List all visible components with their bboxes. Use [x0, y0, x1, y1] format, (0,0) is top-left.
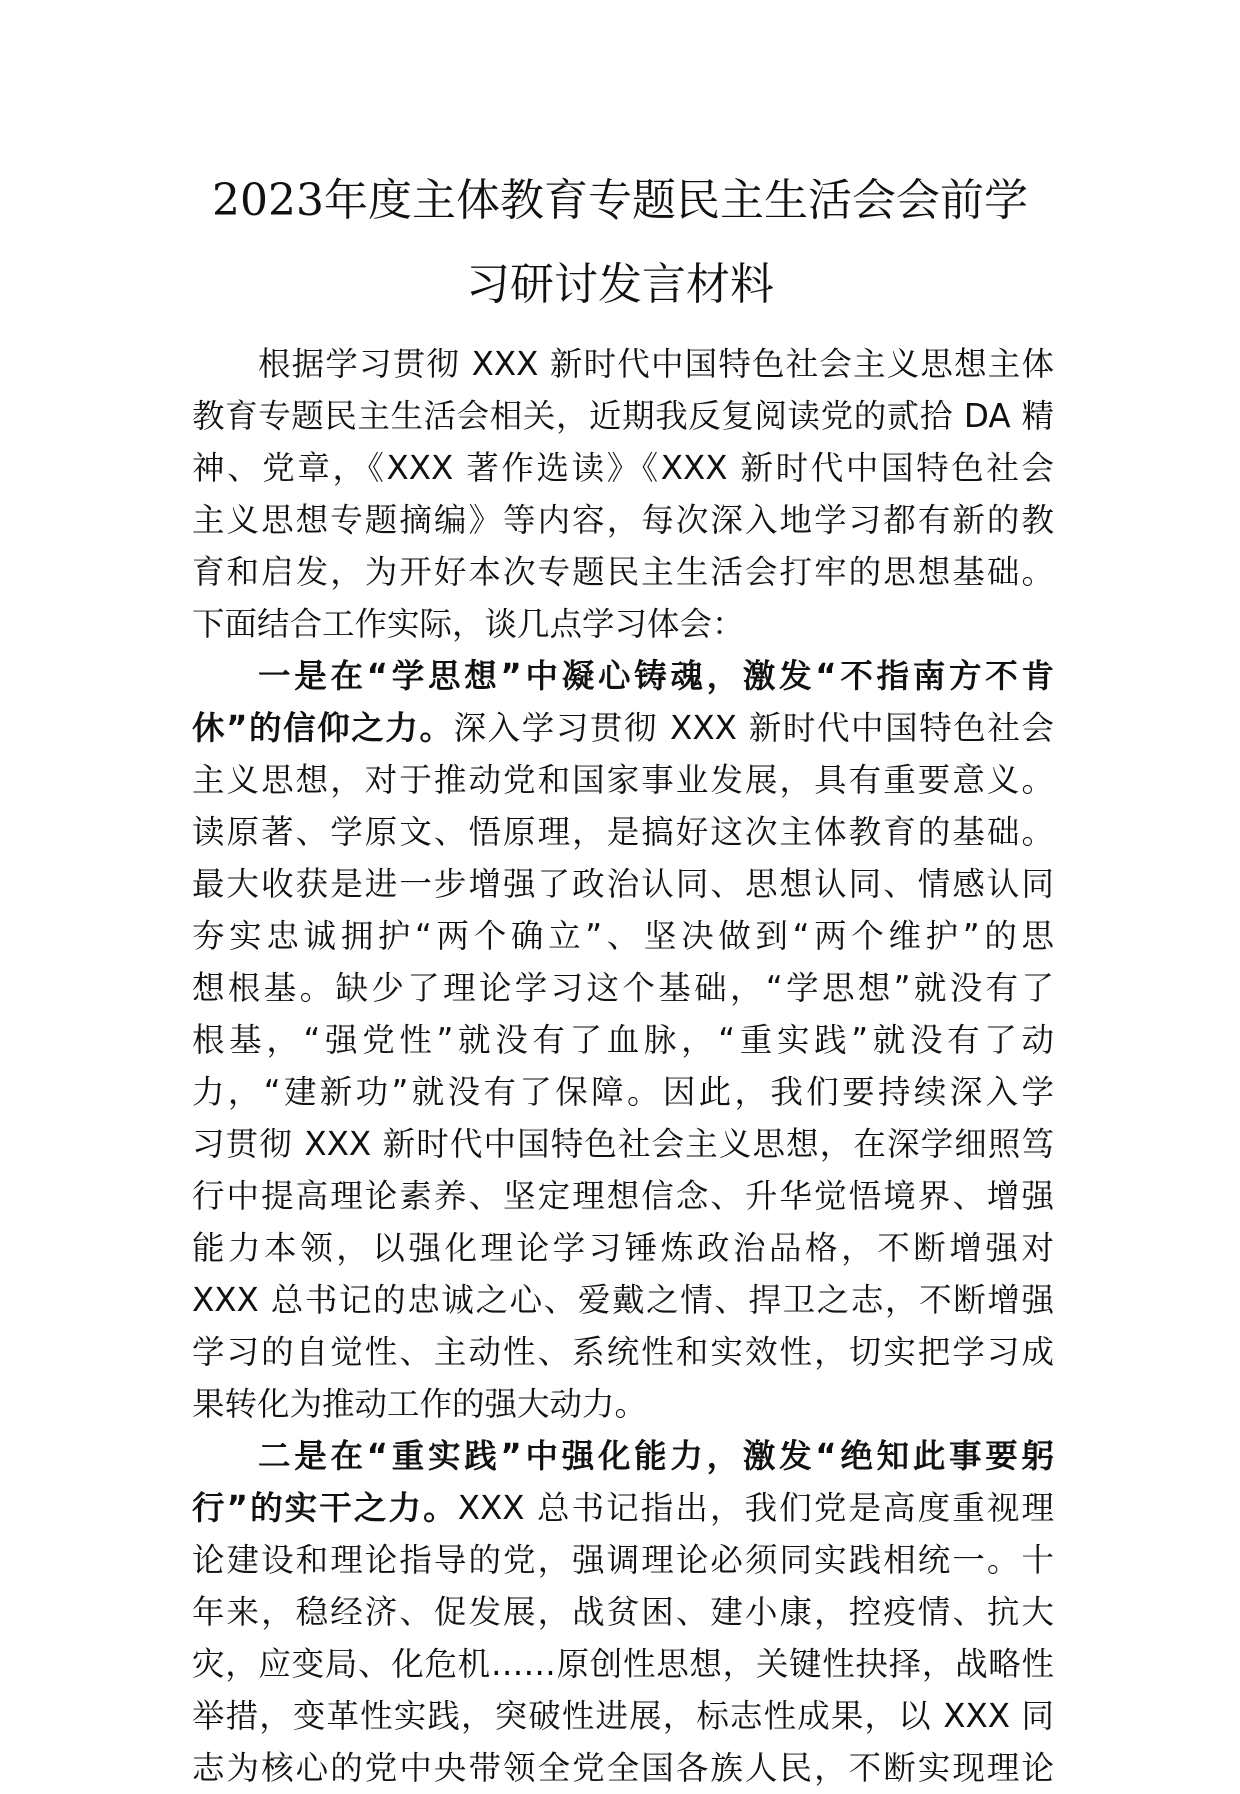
paragraph-line: 习贯彻 XXX 新时代中国特色社会主义思想，在深学细照笃 — [192, 1125, 1054, 1163]
paragraph-line: 学习的自觉性、主动性、系统性和实效性，切实把学习成 — [192, 1333, 1054, 1371]
paragraph-line: 最大收获是进一步增强了政治认同、思想认同、情感认同 — [192, 865, 1054, 903]
paragraph-line: 能力本领，以强化理论学习锤炼政治品格，不断增强对 — [192, 1229, 1054, 1267]
paragraph-line: 育和启发，为开好本次专题民主生活会打牢的思想基础。 — [192, 553, 1054, 591]
document-title-line-2: 习研讨发言材料 — [466, 259, 774, 310]
paragraph-line: 主义思想专题摘编》等内容，每次深入地学习都有新的教 — [192, 501, 1054, 539]
document-title-line-1: 2023年度主体教育专题民主生活会会前学 — [212, 175, 1028, 226]
paragraph-line: 灾，应变局、化危机……原创性思想，关键性抉择，战略性 — [192, 1645, 1054, 1683]
paragraph-line — [192, 1482, 1054, 1534]
paragraph-line: 想根基。缺少了理论学习这个基础，“学思想”就没有了 — [192, 969, 1054, 1007]
paragraph-line: 志为核心的党中央带领全党全国各族人民，不断实现理论 — [192, 1749, 1054, 1787]
paragraph-line: 夯实忠诚拥护“两个确立”、坚决做到“两个维护”的思 — [192, 917, 1054, 955]
section-heading: 一是在“学思想”中凝心铸魂，激发“不指南方不肯 — [258, 657, 1054, 695]
paragraph-line: 读原著、学原文、悟原理，是搞好这次主体教育的基础。 — [192, 813, 1054, 851]
section-heading-end: 行”的实干之力。 — [192, 1489, 458, 1527]
paragraph-line: 教育专题民主生活会相关，近期我反复阅读党的贰拾 DA 精 — [192, 397, 1054, 435]
paragraph-line: 年来，稳经济、促发展，战贫困、建小康，控疫情、抗大 — [192, 1593, 1054, 1631]
paragraph-line: 行中提高理论素养、坚定理想信念、升华觉悟境界、增强 — [192, 1177, 1054, 1215]
paragraph-line: 力，“建新功”就没有了保障。因此，我们要持续深入学 — [192, 1073, 1054, 1111]
paragraph-line: 神、党章，《XXX 著作选读》《XXX 新时代中国特色社会 — [192, 449, 1054, 487]
paragraph-line: 根据学习贯彻 XXX 新时代中国特色社会主义思想主体 — [258, 345, 1054, 383]
section-heading-end: 休”的信仰之力。 — [192, 709, 454, 747]
paragraph-line: 根基，“强党性”就没有了血脉，“重实践”就没有了动 — [192, 1021, 1054, 1059]
paragraph-line: XXX 总书记的忠诚之心、爱戴之情、捍卫之志，不断增强 — [192, 1281, 1054, 1319]
paragraph-line: 举措，变革性实践，突破性进展，标志性成果，以 XXX 同 — [192, 1697, 1054, 1735]
paragraph-text: 深入学习贯彻 XXX 新时代中国特色社会 — [453, 709, 1054, 747]
paragraph-line: 果转化为推动工作的强大动力。 — [192, 1385, 648, 1423]
section-heading: 二是在“重实践”中强化能力，激发“绝知此事要躬 — [258, 1437, 1054, 1475]
paragraph-line: 论建设和理论指导的党，强调理论必须同实践相统一。十 — [192, 1541, 1054, 1579]
document-body — [192, 338, 1054, 1794]
paragraph-text: XXX 总书记指出，我们党是高度重视理 — [457, 1489, 1054, 1527]
paragraph-line: 主义思想，对于推动党和国家事业发展，具有重要意义。 — [192, 761, 1054, 799]
paragraph-line — [192, 702, 1054, 754]
paragraph-line: 下面结合工作实际，谈几点学习体会： — [192, 605, 745, 643]
